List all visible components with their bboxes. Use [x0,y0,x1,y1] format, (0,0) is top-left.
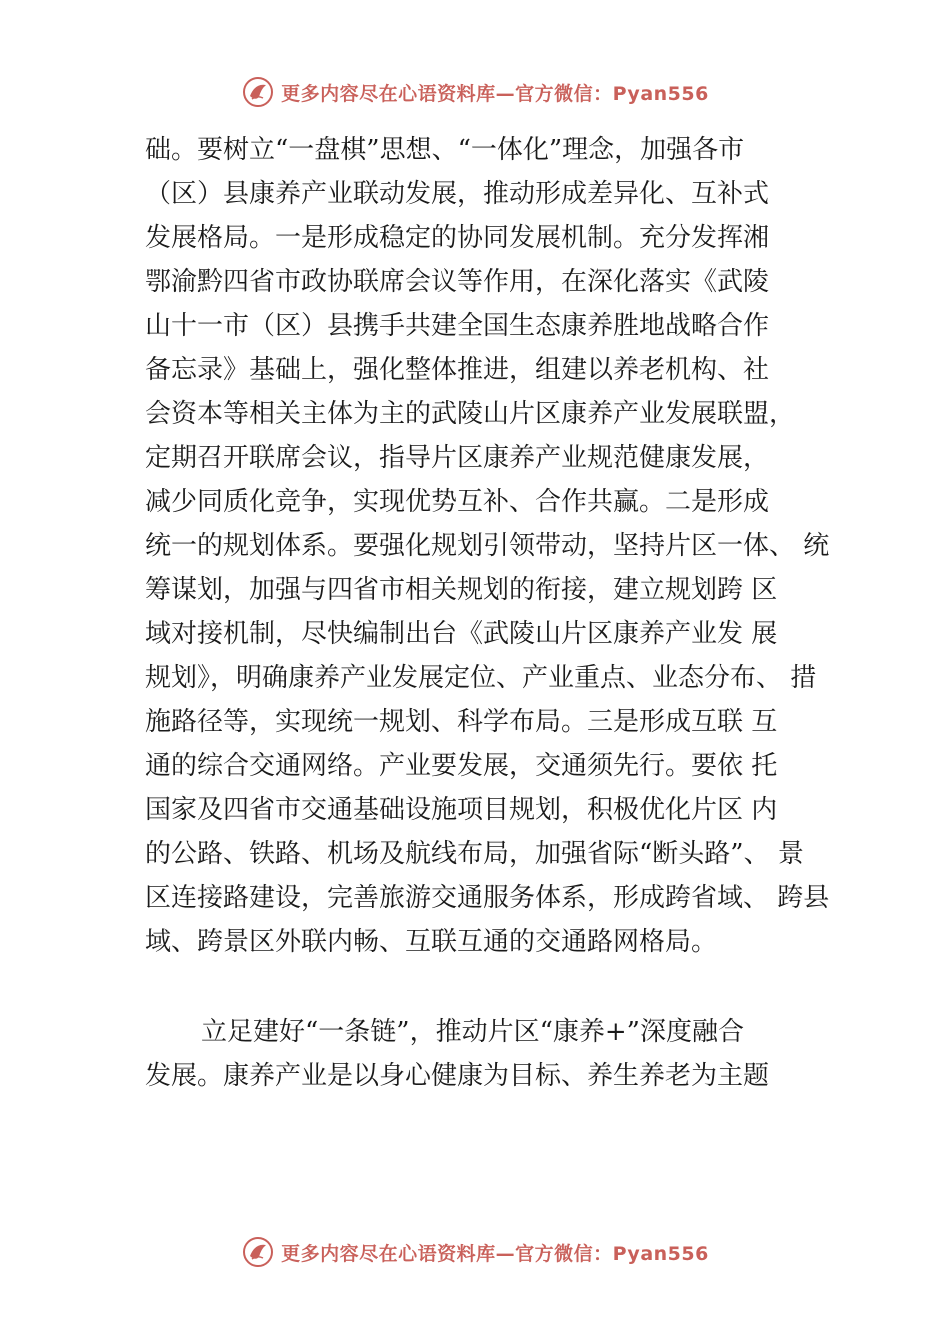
text-line: 国家及四省市交通基础设施项目规划，积极优化片区 内 [145,795,778,825]
text-line: 统一的规划体系。要强化规划引领带动，坚持片区一体、 统 [145,531,830,561]
header-banner [0,72,950,112]
text-line: 域对接机制，尽快编制出台《武陵山片区康养产业发 展 [145,619,778,649]
text-line: 区连接路建设，完善旅游交通服务体系，形成跨省域、 跨县 [145,883,830,913]
text-line: 施路径等，实现统一规划、科学布局。三是形成互联 互 [145,707,778,737]
text-line: 础。要树立“一盘棋”思想、“一体化”理念，加强各市 [145,135,745,165]
brand-logo-icon [241,75,275,109]
text-line: 减少同质化竞争，实现优势互补、合作共赢。二是形成 [145,487,770,517]
text-line: （区）县康养产业联动发展，推动形成差异化、互补式 [145,179,770,209]
text-line: 定期召开联席会议，指导片区康养产业规范健康发展， [145,443,770,473]
text-line: 会资本等相关主体为主的武陵山片区康养产业发展联盟， [145,399,796,429]
text-line: 鄂渝黔四省市政协联席会议等作用，在深化落实《武陵 [145,267,770,297]
text-line: 备忘录》基础上，强化整体推进，组建以养老机构、社 [145,355,770,385]
paragraph-gap [145,964,835,1010]
text-line: 筹谋划，加强与四省市相关规划的衔接，建立规划跨 区 [145,575,778,605]
text-line: 发展格局。一是形成稳定的协同发展机制。充分发挥湘 [145,223,770,253]
text-line: 的公路、铁路、机场及航线布局，加强省际“断头路”、 景 [145,839,804,869]
footer-banner-text: 更多内容尽在心语资料库—官方微信：Pyan556 [281,1242,709,1265]
text-line: 山十一市（区）县携手共建全国生态康养胜地战略合作 [145,311,770,341]
text-line: 规划》，明确康养产业发展定位、产业重点、业态分布、 措 [145,663,817,693]
brand-logo-icon [241,1235,275,1269]
text-line: 通的综合交通网络。产业要发展，交通须先行。要依 托 [145,751,778,781]
footer-banner [0,1232,950,1272]
header-banner-text: 更多内容尽在心语资料库—官方微信：Pyan556 [281,82,709,105]
text-line: 立足建好“一条链”，推动片区“康养+”深度融合 [201,1017,744,1047]
text-line: 发展。康养产业是以身心健康为目标、养生养老为主题 [145,1061,770,1091]
document-body [145,128,835,1098]
text-line: 域、跨景区外联内畅、互联互通的交通路网格局。 [145,927,718,957]
